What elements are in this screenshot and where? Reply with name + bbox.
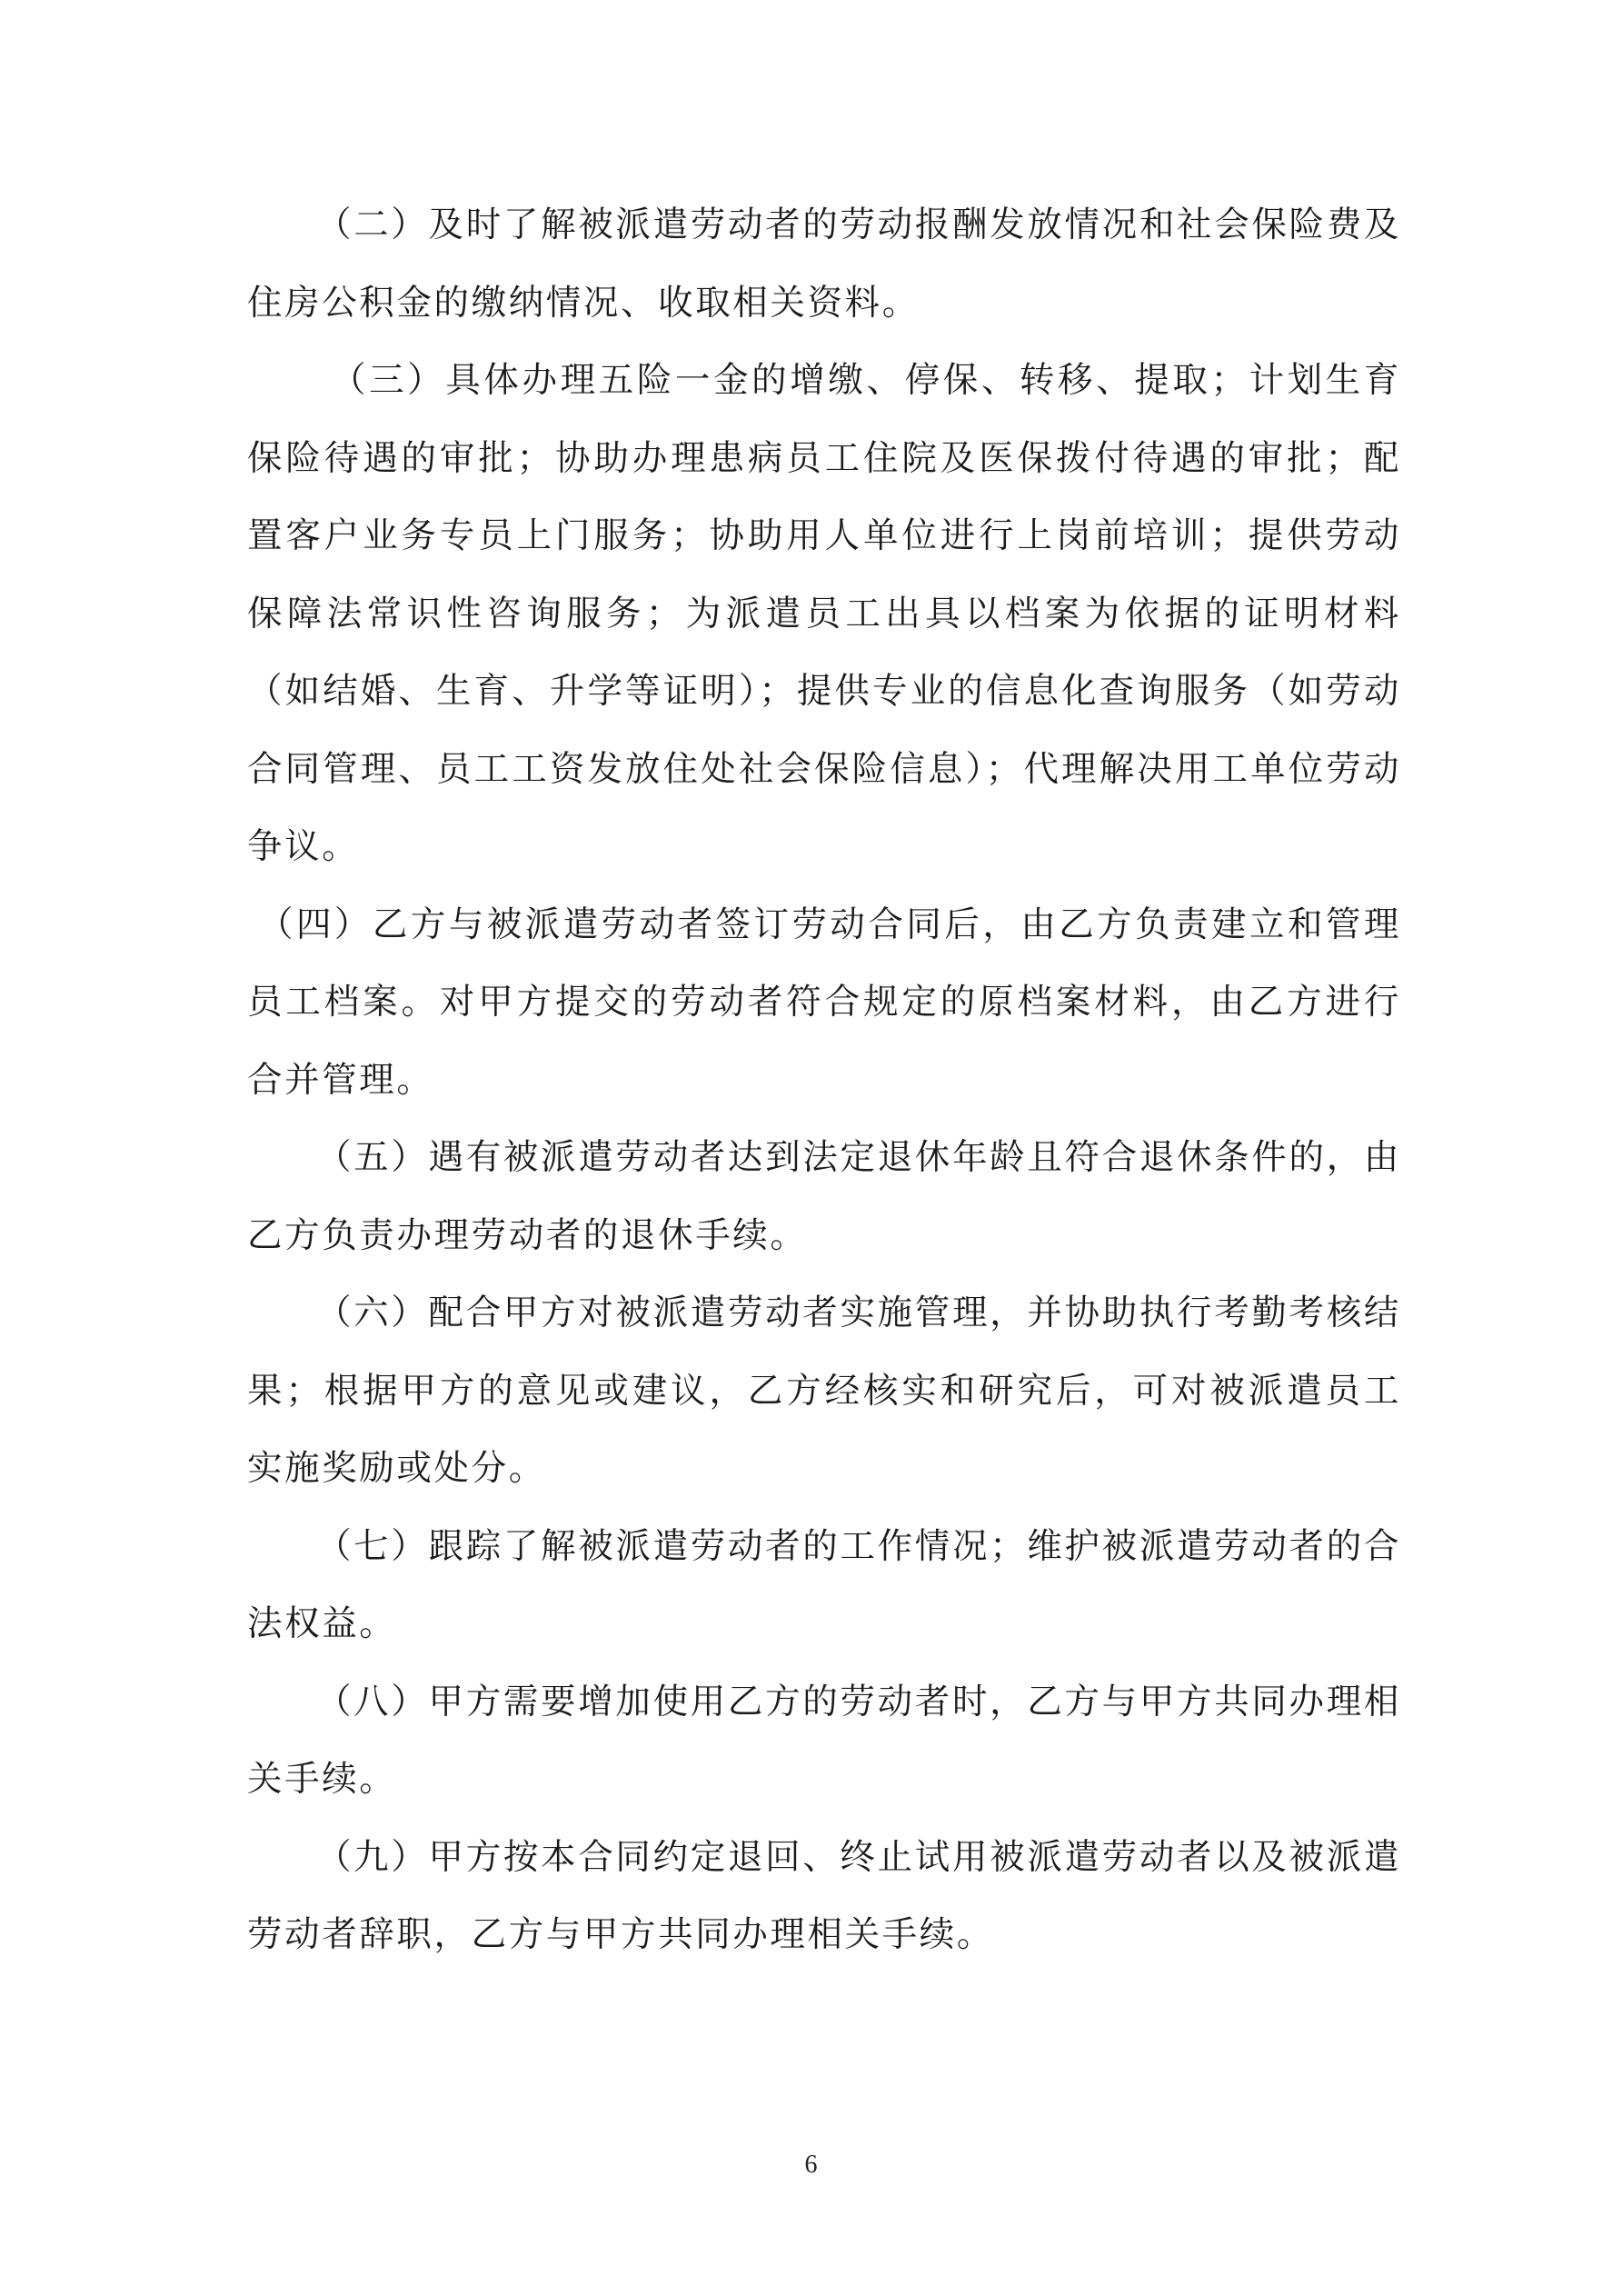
- paragraph-6: （六）配合甲方对被派遣劳动者实施管理，并协助执行考勤考核结果；根据甲方的意见或建议，乙方经核实和研究后，可对被派遣员工实施奖励或处分。: [247, 1293, 1401, 1489]
- paragraph-5: （五）遇有被派遣劳动者达到法定退休年龄且符合退休条件的，由乙方负责办理劳动者的退休手续。: [247, 1137, 1401, 1256]
- paragraph-7: （七）跟踪了解被派遣劳动者的工作情况；维护被派遣劳动者的合法权益。: [247, 1525, 1401, 1644]
- paragraph-8: （八）甲方需要增加使用乙方的劳动者时，乙方与甲方共同办理相关手续。: [247, 1681, 1401, 1800]
- paragraph-3: （三）具体办理五险一金的增缴、停保、转移、提取；计划生育保险待遇的审批；协助办理患病员工住院及医保拨付待遇的审批；配置客户业务专员上门服务；协助用人单位进行上岗前培训；提供劳动保障法常识性咨询服务；为派遣员工出具以档案为依据的证明材料（如结婚、生育、升学等证明）；提供专业的信息化查询服务（如劳动合同管理、员工工资发放住处社会保险信息）；代理解决用工单位劳动争议。: [247, 360, 1401, 867]
- paragraph-4: （四）乙方与被派遣劳动者签订劳动合同后，由乙方负责建立和管理员工档案。对甲方提交的劳动者符合规定的原档案材料，由乙方进行合并管理。: [247, 903, 1401, 1101]
- page-number: 6: [804, 2151, 818, 2179]
- paragraph-9: （九）甲方按本合同约定退回、终止试用被派遣劳动者以及被派遣劳动者辞职，乙方与甲方共同办理相关手续。: [247, 1836, 1401, 1955]
- paragraph-2: （二）及时了解被派遣劳动者的劳动报酬发放情况和社会保险费及住房公积金的缴纳情况、收取相关资料。: [247, 205, 1401, 324]
- document-body: [247, 186, 1401, 1974]
